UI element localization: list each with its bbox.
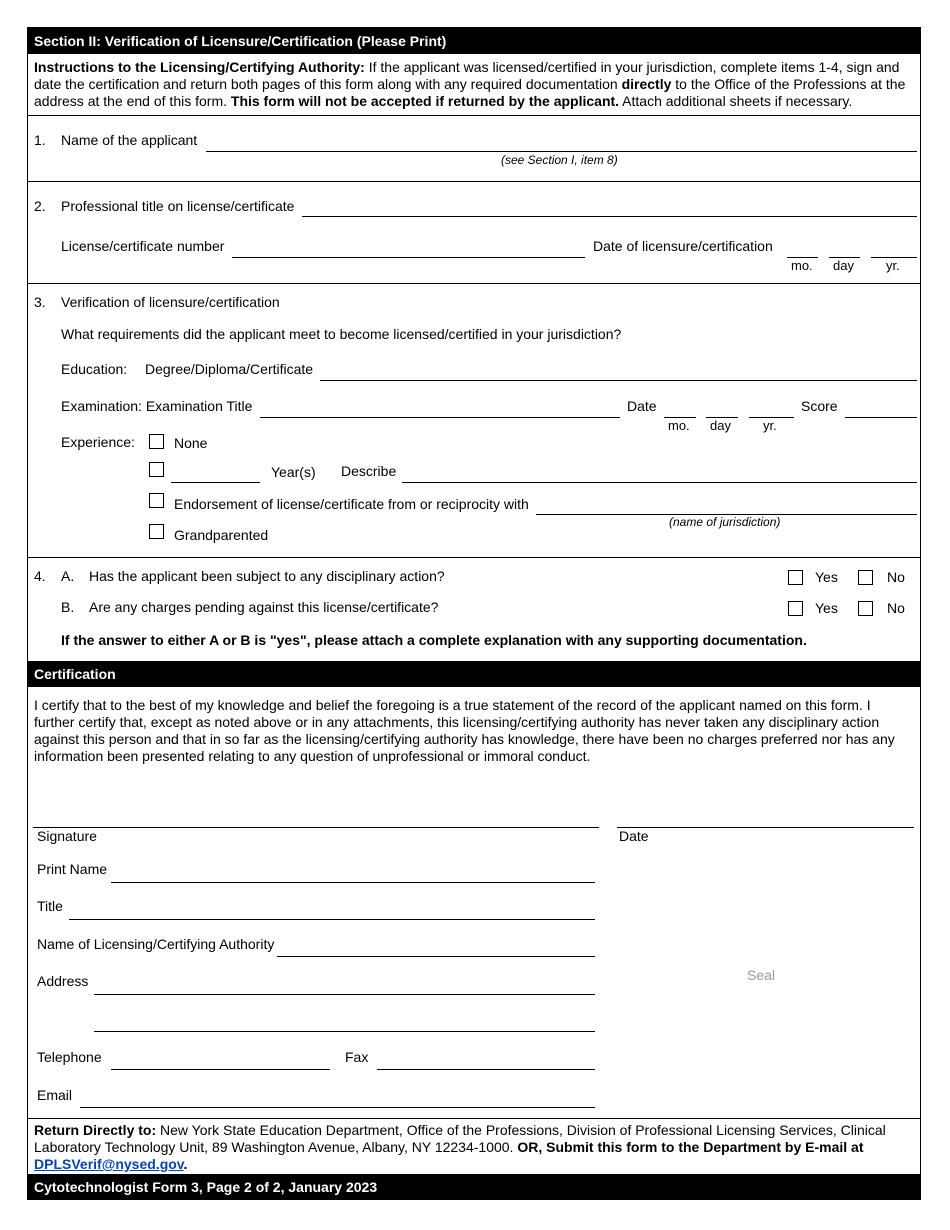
experience-none-label: None [174, 435, 208, 451]
exam-date-yr-caption: yr. [763, 418, 777, 433]
item3-number: 3. [34, 294, 46, 310]
exam-date-mo-caption: mo. [668, 418, 690, 433]
return-lead: Return Directly to: [34, 1122, 157, 1138]
return-instructions [34, 1122, 910, 1173]
address-line-1-field[interactable] [94, 994, 595, 995]
item2-number: 2. [34, 198, 46, 214]
certification-statement: I certify that to the best of my knowledge and belief the foregoing is a true statement of the record of the applicant named on this form. I further certify that, except as noted above or in any attachments, this licensing/certifying authority has never taken any disciplinary action against this person and that in so far as the licensing/certifying authority has knowledge, there have been no charges preferred nor has any information been presented relating to any question of unprofessional or immoral conduct. [34, 697, 895, 764]
instructions-text-1: If the applicant was licensed/certified in your jurisdiction, complete items 1-4, sign and date the certification and return both pages of this form along with any required documentation [34, 59, 900, 92]
divider [28, 181, 921, 182]
licensure-date-mo-caption: mo. [791, 258, 813, 273]
score-field[interactable] [845, 417, 917, 418]
verification-label: Verification of licensure/certification [61, 294, 280, 310]
disciplinary-no-checkbox[interactable] [858, 570, 873, 585]
license-number-label: License/certificate number [61, 238, 225, 254]
fax-label: Fax [345, 1049, 369, 1065]
address-line-2-field[interactable] [94, 1031, 595, 1032]
signature-label: Signature [37, 828, 97, 844]
certification-header: Certification [28, 661, 921, 687]
item4-b-letter: B. [61, 599, 75, 615]
signature-date-field[interactable] [617, 827, 914, 828]
print-name-label: Print Name [37, 861, 108, 877]
title-label: Title [37, 898, 63, 914]
degree-field[interactable] [320, 380, 917, 381]
applicant-name-field[interactable] [206, 151, 917, 152]
print-name-field[interactable] [111, 882, 595, 883]
email-field[interactable] [80, 1107, 595, 1108]
endorsement-label: Endorsement of license/certificate from or reciprocity with [174, 496, 529, 512]
instructions-warning: This form will not be accepted if returned by the applicant. [230, 93, 620, 109]
experience-years-field[interactable] [171, 482, 260, 483]
jurisdiction-hint: (name of jurisdiction) [669, 515, 781, 529]
explanation-note: If the answer to either A or B is "yes", please attach a complete explanation with any supporting documentation. [61, 632, 807, 648]
licensure-date-yr-caption: yr. [886, 258, 900, 273]
examination-title-label: Examination: Examination Title [61, 398, 253, 414]
divider [28, 283, 921, 284]
item1-number: 1. [34, 132, 46, 148]
return-period: . [183, 1156, 188, 1172]
address-label: Address [37, 973, 89, 989]
professional-title-field[interactable] [302, 216, 917, 217]
instructions-text-3: Attach additional sheets if necessary. [619, 93, 853, 109]
instructions-lead: Instructions to the Licensing/Certifying Authority: [34, 59, 365, 75]
license-number-field[interactable] [232, 257, 585, 258]
authority-name-field[interactable] [277, 956, 595, 957]
pending-charges-question: Are any charges pending against this license/certificate? [89, 599, 439, 615]
applicant-name-hint: (see Section I, item 8) [501, 153, 618, 167]
applicant-name-label: Name of the applicant [61, 132, 198, 148]
disciplinary-question: Has the applicant been subject to any disciplinary action? [89, 568, 445, 584]
pending-yes-checkbox[interactable] [788, 601, 803, 616]
requirements-question: What requirements did the applicant meet to become licensed/certified in your jurisdiction? [61, 326, 622, 342]
exam-date-day-caption: day [710, 418, 731, 433]
fax-field[interactable] [377, 1069, 595, 1070]
grandparented-checkbox[interactable] [149, 524, 164, 539]
signature-date-label: Date [619, 828, 649, 844]
item4-number: 4. [34, 568, 46, 584]
examination-title-field[interactable] [260, 417, 620, 418]
telephone-field[interactable] [111, 1069, 330, 1070]
licensure-date-day-caption: day [833, 258, 854, 273]
years-label: Year(s) [271, 464, 316, 480]
pending-no-label: No [887, 600, 905, 616]
disciplinary-yes-label: Yes [815, 569, 838, 585]
seal-placeholder: Seal [747, 967, 776, 983]
grandparented-label: Grandparented [174, 527, 269, 543]
return-address: New York State Education Department, Office of the Professions, Division of Professional Licensing Services, Clinical Laboratory Technology Unit, 89 Washington Avenue, Albany, NY 12234-1000. [34, 1122, 886, 1155]
divider [28, 557, 921, 558]
item4-a-letter: A. [61, 568, 75, 584]
disciplinary-no-label: No [887, 569, 905, 585]
return-email-link[interactable]: DPLSVerif@nysed.gov [34, 1156, 184, 1172]
experience-label: Experience: [61, 434, 135, 450]
describe-label: Describe [341, 463, 397, 479]
experience-years-checkbox[interactable] [149, 462, 164, 477]
endorsement-checkbox[interactable] [149, 493, 164, 508]
form-footer: Cytotechnologist Form 3, Page 2 of 2, January 2023 [28, 1174, 921, 1200]
divider [28, 115, 921, 116]
section-header: Section II: Verification of Licensure/Certification (Please Print) [28, 28, 921, 54]
divider [28, 1118, 921, 1119]
exam-date-label: Date [627, 398, 657, 414]
instructions-text-2: to the Office of the Professions at the address at the end of this form. [34, 76, 906, 109]
describe-field[interactable] [402, 482, 917, 483]
pending-yes-label: Yes [815, 600, 838, 616]
email-label: Email [37, 1087, 73, 1103]
return-email-instruction: OR, Submit this form to the Department by E-mail at [517, 1139, 864, 1155]
instructions-bold-word: directly [621, 76, 672, 92]
experience-none-checkbox[interactable] [149, 434, 164, 449]
licensure-date-label: Date of licensure/certification [593, 238, 773, 254]
education-label: Education: [61, 361, 128, 377]
signature-field[interactable] [33, 827, 599, 828]
disciplinary-yes-checkbox[interactable] [788, 570, 803, 585]
degree-label: Degree/Diploma/Certificate [145, 361, 314, 377]
telephone-label: Telephone [37, 1049, 102, 1065]
title-field[interactable] [69, 919, 595, 920]
authority-name-label: Name of Licensing/Certifying Authority [37, 936, 275, 952]
pending-no-checkbox[interactable] [858, 601, 873, 616]
instructions-paragraph [34, 59, 910, 110]
score-label: Score [801, 398, 838, 414]
professional-title-label: Professional title on license/certificate [61, 198, 295, 214]
